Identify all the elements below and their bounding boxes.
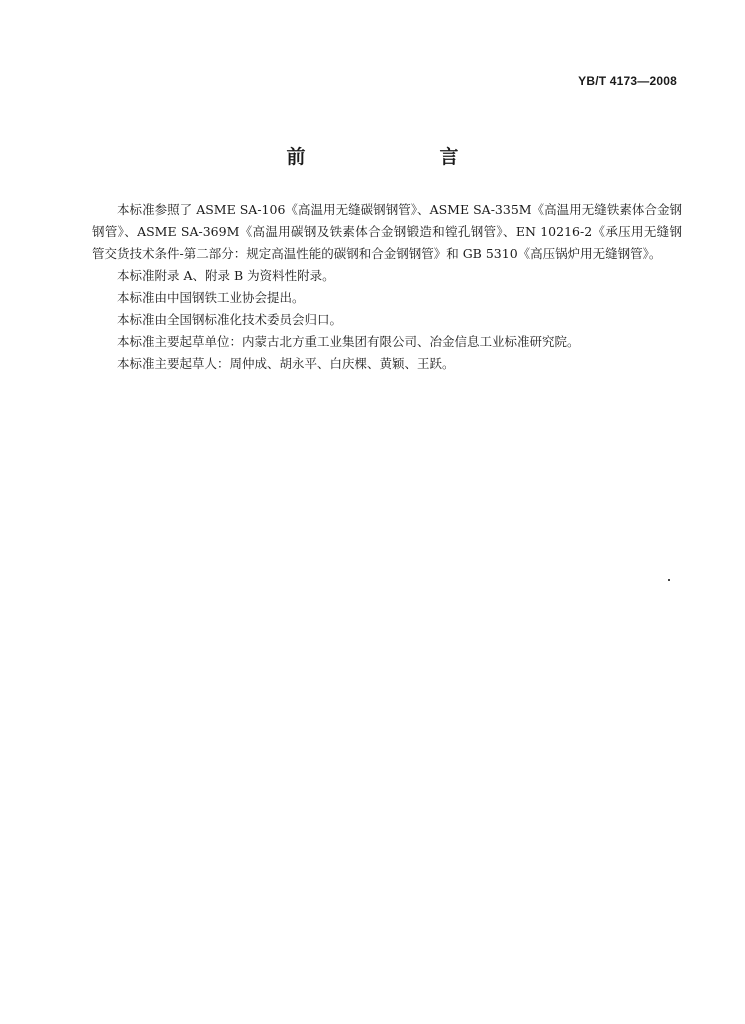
paragraph-proposer: 本标准由中国钢铁工业协会提出。	[117, 290, 305, 305]
paragraph-drafters: 本标准主要起草人：周仲成、胡永平、白庆棵、黄颖、王跃。	[117, 356, 455, 371]
paragraph-appendix: 本标准附录 A、附录 B 为资料性附录。	[117, 268, 335, 283]
paragraph-drafting-units: 本标准主要起草单位：内蒙古北方重工业集团有限公司、冶金信息工业标准研究院。	[117, 334, 580, 349]
paragraph-committee: 本标准由全国钢标准化技术委员会归口。	[117, 312, 343, 327]
scan-speck	[668, 579, 670, 581]
paragraph-references: 本标准参照了 ASME SA-106《高温用无缝碳钢钢管》、ASME SA-335M《高温用无缝铁素体合金钢钢管》、ASME SA-369M《高温用碳钢及铁素体合金钢锻造和镗孔钢管》、EN 10216-2《承压用无缝钢管交货技术条件-第二部分：规定高温性能的碳钢和合金钢钢管》和 GB 5310《高压锅炉用无缝钢管》。	[92, 202, 682, 261]
page-title: 前 言	[286, 146, 491, 168]
preface-body	[92, 199, 682, 375]
standard-code: YB/T 4173—2008	[578, 74, 677, 88]
